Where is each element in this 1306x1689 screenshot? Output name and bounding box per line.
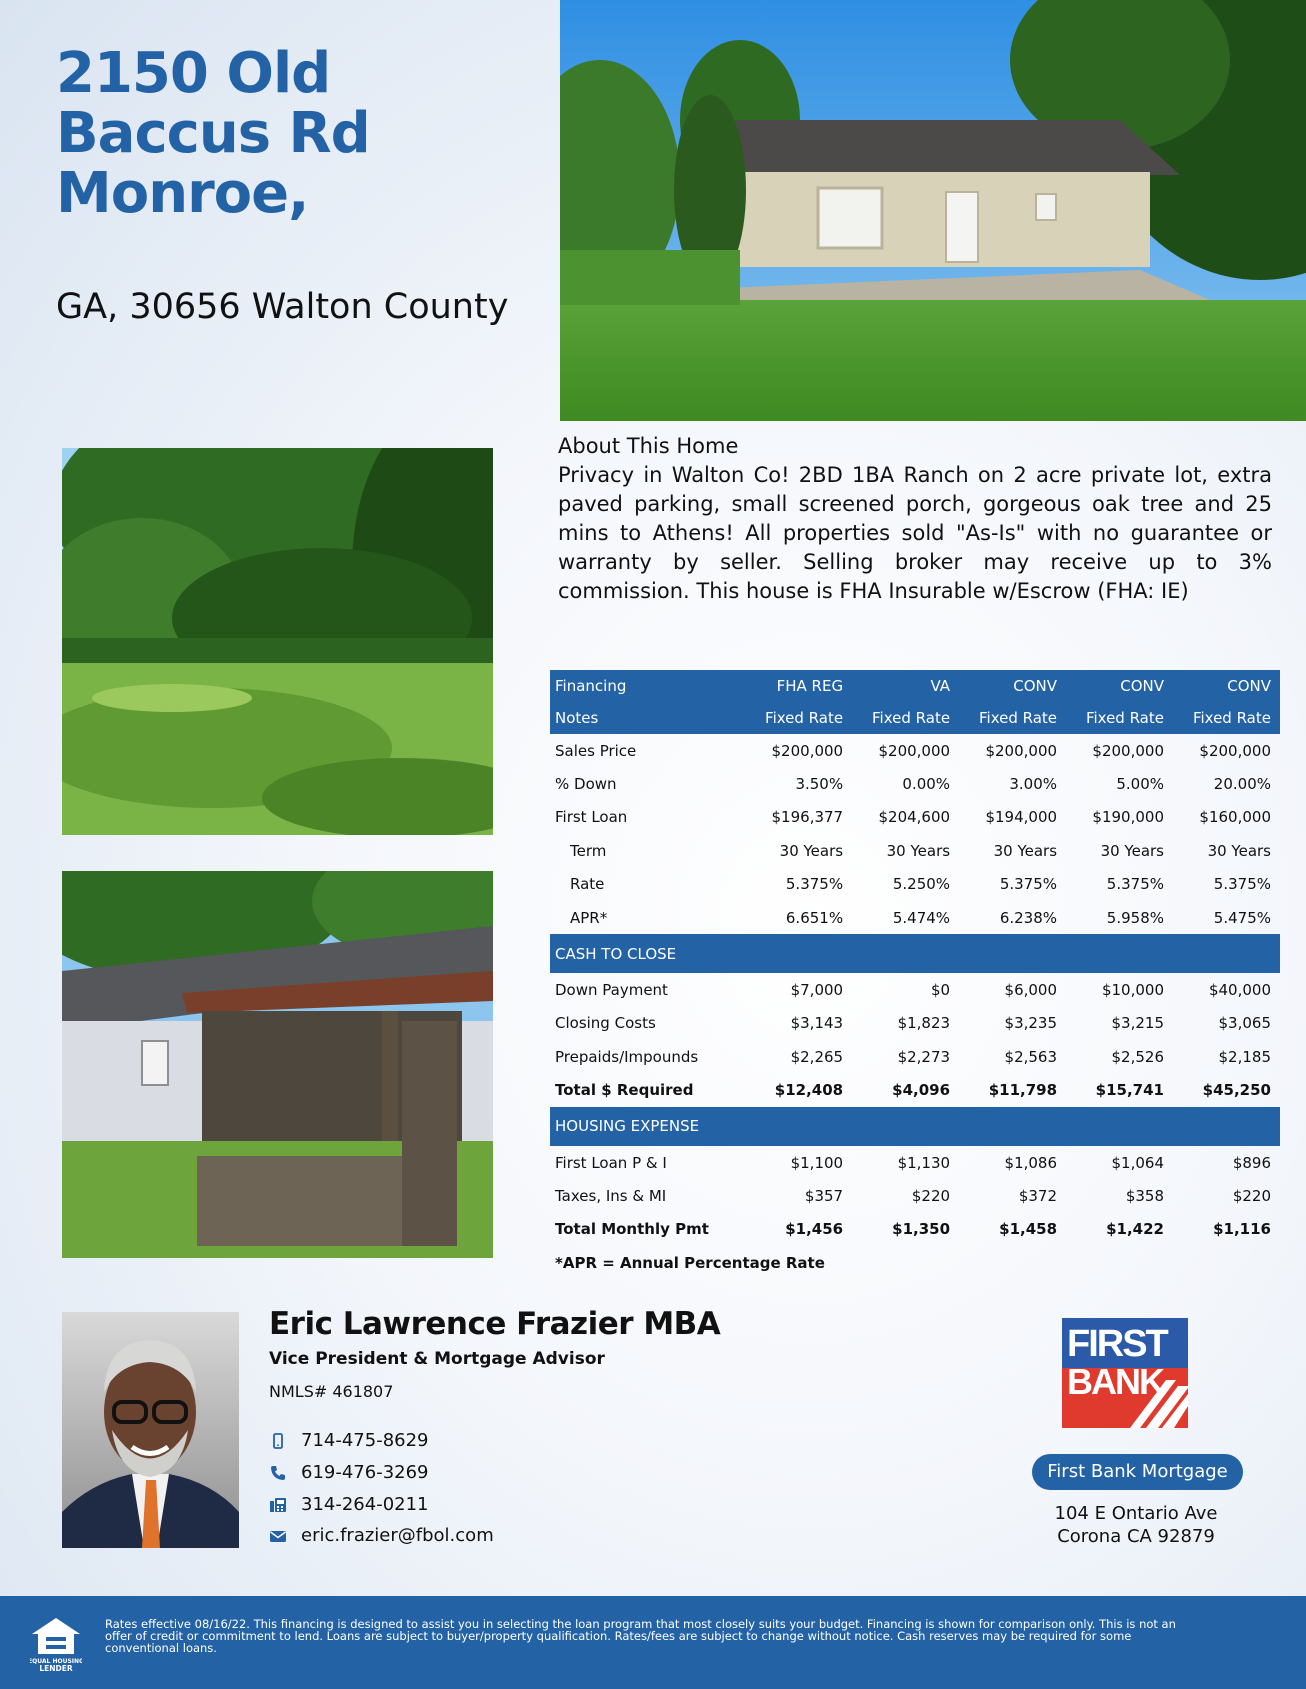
table-row — [550, 868, 1280, 901]
agent-nmls: NMLS# 461807 — [269, 1382, 394, 1401]
fax-contact[interactable] — [269, 1494, 429, 1515]
email-address[interactable]: eric.frazier@fbol.com — [301, 1525, 494, 1546]
cell-value: $358 — [1125, 1186, 1164, 1205]
cell-value: $1,422 — [1106, 1220, 1164, 1239]
mobile-number[interactable]: 714-475-8629 — [301, 1430, 429, 1451]
row-label: Down Payment — [555, 981, 668, 1000]
cell-value: 5.375% — [1106, 875, 1164, 894]
table-row — [550, 1213, 1280, 1246]
cell-value: $2,273 — [897, 1047, 951, 1066]
cell-value: $3,215 — [1111, 1014, 1164, 1033]
table-row — [550, 1040, 1280, 1073]
cell-value: Fixed Rate — [959, 702, 1066, 734]
envelope-icon — [269, 1527, 287, 1545]
cell-value: FHA REG — [745, 670, 852, 702]
table-row — [550, 1146, 1280, 1179]
cell-value: $4,096 — [892, 1081, 951, 1100]
mobile-phone-icon — [269, 1432, 287, 1450]
about-description: Privacy in Walton Co! 2BD 1BA Ranch on 2 acre private lot, extra paved parking, small screened porch, gorgeous oak tree and 25 mins to Athens! All properties sold "As-Is" with no guarantee or warranty by seller. Selling broker may receive up to 3% commission. This house is FHA Insurable w/Escrow (FHA: IE) — [558, 463, 1272, 603]
cell-value: $11,798 — [988, 1081, 1058, 1100]
apr-note-row — [550, 1246, 1280, 1279]
cell-value: $1,116 — [1213, 1220, 1271, 1239]
about-heading: About This Home — [558, 434, 739, 458]
cell-value: $1,064 — [1111, 1153, 1164, 1172]
cell-value: 30 Years — [779, 841, 844, 860]
cell-value: 6.651% — [785, 908, 844, 927]
table-row — [550, 1074, 1280, 1107]
property-title: 2150 Old Baccus Rd Monroe, — [56, 41, 370, 226]
cell-value: $1,130 — [897, 1153, 951, 1172]
cell-value: $200,000 — [771, 741, 844, 760]
row-label: Rate — [570, 875, 605, 894]
logo-text-bank: BANK — [1067, 1361, 1163, 1402]
rates-disclaimer: Rates effective 08/16/22. This financing is designed to assist you in selecting the loan program that most closely suits your budget. Financing is shown for comparison only. This is not an offer of credit or commitment to lend. Loans are subject to buyer/property qualification. Rates/fees are subject to change without notice. Cash reserves may be required for some conventional loans. — [105, 1617, 1176, 1655]
cell-value: Fixed Rate — [745, 702, 852, 734]
cell-value: 5.250% — [892, 875, 951, 894]
cell-value: $2,265 — [790, 1047, 844, 1066]
cell-value: 0.00% — [902, 775, 951, 794]
row-label: Financing — [550, 670, 745, 702]
cell-value: $0 — [930, 981, 951, 1000]
cell-value: $1,456 — [785, 1220, 844, 1239]
fax-number[interactable]: 314-264-0211 — [301, 1494, 429, 1515]
cell-value: CONV — [1066, 670, 1173, 702]
cell-value: 5.375% — [1213, 875, 1271, 894]
phone-icon — [269, 1464, 287, 1482]
financing-table — [550, 670, 1280, 1279]
cell-value: $10,000 — [1101, 981, 1164, 1000]
cell-value: $3,143 — [790, 1014, 844, 1033]
table-header-row — [550, 702, 1280, 734]
cell-value: $372 — [1018, 1186, 1058, 1205]
table-row — [550, 1179, 1280, 1212]
cell-value: 5.475% — [1213, 908, 1271, 927]
cell-value: $1,350 — [892, 1220, 951, 1239]
row-label: Sales Price — [555, 741, 637, 760]
row-label: Prepaids/Impounds — [555, 1047, 699, 1066]
row-label: Total Monthly Pmt — [555, 1220, 709, 1239]
house-front-photo — [560, 0, 1306, 421]
cell-value: $2,526 — [1111, 1047, 1164, 1066]
phone-contact[interactable] — [269, 1462, 429, 1483]
cell-value: $196,377 — [771, 808, 844, 827]
row-label: Closing Costs — [555, 1014, 656, 1033]
cell-value: $3,235 — [1004, 1014, 1058, 1033]
cell-value: $200,000 — [1199, 741, 1271, 760]
bank-address-line1: 104 E Ontario Ave — [1054, 1503, 1218, 1524]
cell-value: 30 Years — [886, 841, 951, 860]
cell-value: 30 Years — [993, 841, 1058, 860]
table-row — [550, 767, 1280, 800]
mobile-contact[interactable] — [269, 1430, 429, 1451]
fax-icon — [269, 1496, 287, 1514]
cell-value: $896 — [1232, 1153, 1271, 1172]
cell-value: 5.375% — [999, 875, 1058, 894]
cell-value: $2,185 — [1218, 1047, 1271, 1066]
row-label: Total $ Required — [555, 1081, 694, 1100]
cell-value: $40,000 — [1208, 981, 1271, 1000]
cell-value: $220 — [911, 1186, 951, 1205]
cell-value: 5.375% — [785, 875, 844, 894]
cell-value: $200,000 — [878, 741, 951, 760]
first-bank-logo — [1062, 1318, 1188, 1428]
cell-value: $1,823 — [897, 1014, 951, 1033]
bank-address-line2: Corona CA 92879 — [1057, 1526, 1215, 1547]
yard-photo — [62, 448, 493, 835]
cell-value: $357 — [804, 1186, 844, 1205]
cell-value: VA — [852, 670, 959, 702]
cell-value: Fixed Rate — [1173, 702, 1280, 734]
row-label: APR* — [570, 908, 608, 927]
cell-value: $7,000 — [790, 981, 844, 1000]
table-row — [550, 1007, 1280, 1040]
cell-value: $1,100 — [790, 1153, 844, 1172]
row-label: Term — [570, 841, 607, 860]
section-title: HOUSING EXPENSE — [550, 1107, 1280, 1146]
screened-porch-photo — [62, 871, 493, 1258]
row-label: Notes — [550, 702, 745, 734]
ehl-line1: EQUAL HOUSING — [30, 1658, 82, 1665]
section-title: CASH TO CLOSE — [550, 934, 1280, 973]
cell-value: CONV — [1173, 670, 1280, 702]
cell-value: $194,000 — [985, 808, 1058, 827]
cell-value: 6.238% — [999, 908, 1058, 927]
equal-housing-lender-icon — [30, 1616, 82, 1672]
phone-number[interactable]: 619-476-3269 — [301, 1462, 429, 1483]
footer — [0, 1596, 1306, 1689]
cash-to-close-header — [550, 934, 1280, 973]
cell-value: 5.00% — [1116, 775, 1164, 794]
bank-address — [1036, 1502, 1236, 1548]
table-row — [550, 834, 1280, 867]
agent-title: Vice President & Mortgage Advisor — [269, 1349, 605, 1369]
cell-value: $2,563 — [1004, 1047, 1058, 1066]
cell-value: $190,000 — [1092, 808, 1164, 827]
cell-value: $1,458 — [999, 1220, 1058, 1239]
row-label: Taxes, Ins & MI — [555, 1186, 667, 1205]
cell-value: $6,000 — [1004, 981, 1058, 1000]
cell-value: $12,408 — [774, 1081, 844, 1100]
logo-text-first: FIRST — [1067, 1323, 1167, 1365]
cell-value: 30 Years — [1100, 841, 1164, 860]
table-row — [550, 734, 1280, 767]
cell-value: $160,000 — [1199, 808, 1271, 827]
cell-value: 5.958% — [1106, 908, 1164, 927]
cell-value: $15,741 — [1095, 1081, 1164, 1100]
cell-value: Fixed Rate — [1066, 702, 1173, 734]
table-row — [550, 973, 1280, 1006]
cell-value: $204,600 — [878, 808, 951, 827]
cell-value: 3.00% — [1009, 775, 1058, 794]
cell-value: 20.00% — [1213, 775, 1271, 794]
about-section — [558, 432, 1272, 606]
cell-value: 5.474% — [892, 908, 951, 927]
cell-value: $200,000 — [985, 741, 1058, 760]
cell-value: $220 — [1232, 1186, 1271, 1205]
row-label: % Down — [555, 775, 617, 794]
table-row — [550, 901, 1280, 934]
cell-value: Fixed Rate — [852, 702, 959, 734]
cell-value: $1,086 — [1004, 1153, 1058, 1172]
row-label: First Loan — [555, 808, 628, 827]
property-subtitle: GA, 30656 Walton County — [56, 287, 509, 327]
cell-value: 30 Years — [1207, 841, 1271, 860]
table-row — [550, 801, 1280, 834]
agent-headshot — [62, 1312, 239, 1548]
apr-note: *APR = Annual Percentage Rate — [555, 1253, 825, 1272]
row-label: First Loan P & I — [555, 1153, 667, 1172]
cell-value: 3.50% — [795, 775, 844, 794]
cell-value: $200,000 — [1092, 741, 1164, 760]
email-contact[interactable] — [269, 1525, 494, 1546]
bank-name-badge: First Bank Mortgage — [1032, 1454, 1243, 1490]
housing-expense-header — [550, 1107, 1280, 1146]
cell-value: CONV — [959, 670, 1066, 702]
cell-value: $45,250 — [1202, 1081, 1271, 1100]
table-header-row — [550, 670, 1280, 702]
agent-name: Eric Lawrence Frazier MBA — [269, 1306, 721, 1342]
cell-value: $3,065 — [1218, 1014, 1271, 1033]
ehl-line2: LENDER — [39, 1664, 73, 1672]
